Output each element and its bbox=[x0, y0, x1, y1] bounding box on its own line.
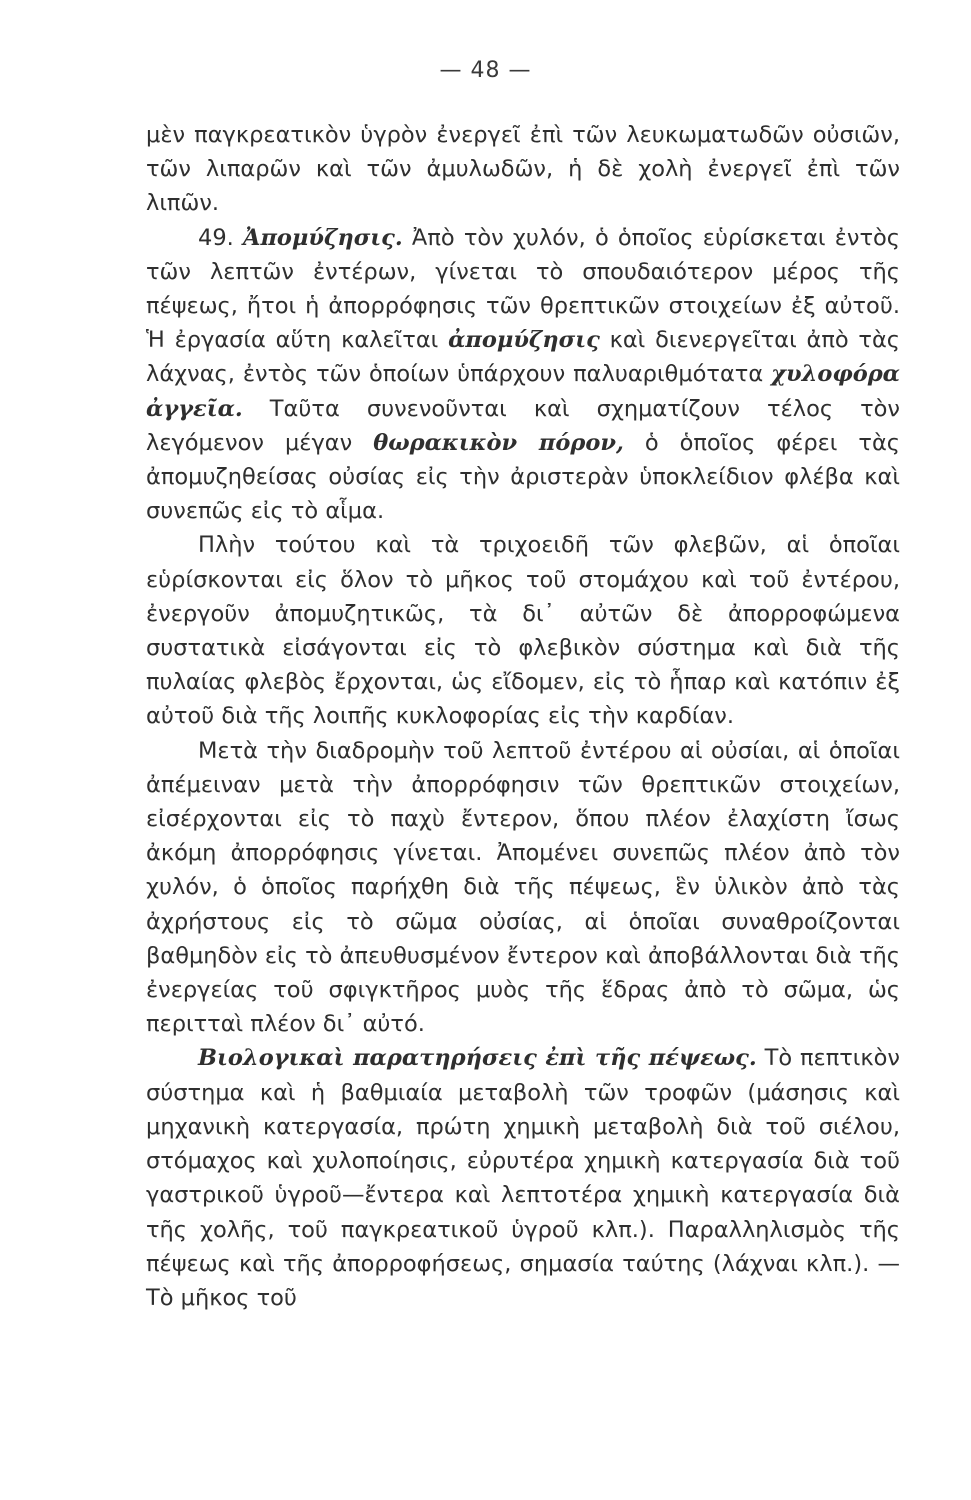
paragraph-text: Τὸ πεπτικὸν σύστημα καὶ ἡ βαθμιαία μεταβολὴ τῶν τροφῶν (μάσησις καὶ μηχανικὴ κατεργασία, πρώτη χημικὴ μεταβολὴ διὰ τοῦ σιέλου, στόμαχος καὶ χυλοποίησις, εὐρυτέρα χημικὴ κατεργασία διὰ τοῦ γαστρικοῦ ὑγροῦ—ἔντερα καὶ λεπτοτέρα χημικὴ κατεργασία διὰ τῆς χολῆς, τοῦ παγκρεατικοῦ ὑγροῦ κλπ.). Παραλληλισμὸς τῆς πέψεως καὶ τῆς ἀπορροφήσεως, σημασία ταύτης (λάχναι κλπ.). — Τὸ μῆκος τοῦ bbox=[146, 1045, 900, 1311]
paragraph-section-49 bbox=[146, 221, 900, 529]
section-number: 49. bbox=[198, 224, 243, 251]
body-text bbox=[146, 118, 900, 1315]
page-number: — 48 — bbox=[439, 58, 532, 83]
term-emphasis: ἀπομύζησις bbox=[448, 327, 600, 354]
paragraph-biological-notes bbox=[146, 1041, 900, 1315]
term-emphasis: θωρακικὸν πόρον, bbox=[373, 429, 624, 456]
subsection-heading: Βιολογικαὶ παρατηρήσεις ἐπὶ τῆς πέψεως. bbox=[198, 1045, 757, 1072]
paragraph-text: ὁ ὁποῖος φέρει τὰς ἀπομυζηθείσας οὐσίας εἰς τὴν ἀριστερὰν ὑποκλείδιον φλέβα καὶ συνεπῶς εἰς τὸ αἷμα. bbox=[146, 429, 901, 525]
paragraph-text: Ταῦτα συνενοῦνται καὶ σχηματίζουν τέλος τὸν λεγόμενον μέγαν bbox=[146, 395, 900, 456]
paragraph-text: Ἀπὸ τὸν χυλόν, ὁ ὁποῖος εὑρίσκεται ἐντὸς τῶν λεπτῶν ἐντέρων, γίνεται τὸ σπουδαιότερον μέρος τῆς πέψεως, ἤτοι ἡ ἀπορρόφησις τῶν θρεπτικῶν στοιχείων ἐξ αὐτοῦ. Ἡ ἐργασία αὕτη καλεῖται bbox=[146, 224, 900, 354]
paragraph-text: καὶ διενεργεῖται ἀπὸ τὰς λάχνας, ἐντὸς τῶν ὁποίων ὑπάρχουν παλυαριθμότατα bbox=[146, 327, 900, 388]
section-heading: Ἀπομύζησις. bbox=[243, 224, 403, 251]
paragraph: Μετὰ τὴν διαδρομὴν τοῦ λεπτοῦ ἐντέρου αἱ οὐσίαι, αἱ ὁποῖαι ἀπέμειναν μετὰ τὴν ἀπορρόφησιν τῶν θρεπτικῶν στοιχείων, εἰσέρχονται εἰς τὸ παχὺ ἔντερον, ὅπου πλέον ἐλαχίστη ἴσως ἀκόμη ἀπορρόφησις γίνεται. Ἀπομένει συνεπῶς πλέον ἀπὸ τὸν χυλόν, ὁ ὁποῖος παρήχθη διὰ τῆς πέψεως, ἓν ὑλικὸν ἀπὸ τὰς ἀχρήστους εἰς τὸ σῶμα οὐσίας, αἱ ὁποῖαι συναθροίζονται βαθμηδὸν εἰς τὸ ἀπευθυσμένον ἔντερον καὶ ἀποβάλλονται διὰ τῆς ἐνεργείας τοῦ σφιγκτῆρος μυὸς τῆς ἕδρας ἀπὸ τὸ σῶμα, ὡς περιτταὶ πλέον δι᾽ αὐτό. bbox=[146, 737, 900, 1038]
paragraph: Πλὴν τούτου καὶ τὰ τριχοειδῆ τῶν φλεβῶν, αἱ ὁποῖαι εὑρίσκονται εἰς ὅλον τὸ μῆκος τοῦ στομάχου καὶ τοῦ ἐντέρου, ἐνεργοῦν ἀπομυζητικῶς, τὰ δι᾽ αὐτῶν δὲ ἀπορροφώμενα συστατικὰ εἰσάγονται εἰς τὸ φλεβικὸν σύστημα καὶ διὰ τῆς πυλαίας φλεβὸς ἔρχονται, ὡς εἴδομεν, εἰς τὸ ἧπαρ καὶ κατόπιν ἐξ αὐτοῦ διὰ τῆς λοιπῆς κυκλοφορίας εἰς τὴν καρδίαν. bbox=[146, 532, 900, 730]
paragraph-continuation: μὲν παγκρεατικὸν ὑγρὸν ἐνεργεῖ ἐπὶ τῶν λευκωματωδῶν οὐσιῶν, τῶν λιπαρῶν καὶ τῶν ἀμυλωδῶν, ἡ δὲ χολὴ ἐνεργεῖ ἐπὶ τῶν λιπῶν. bbox=[146, 122, 900, 217]
term-emphasis: χυλοφόρα ἀγγεῖα. bbox=[146, 361, 900, 422]
